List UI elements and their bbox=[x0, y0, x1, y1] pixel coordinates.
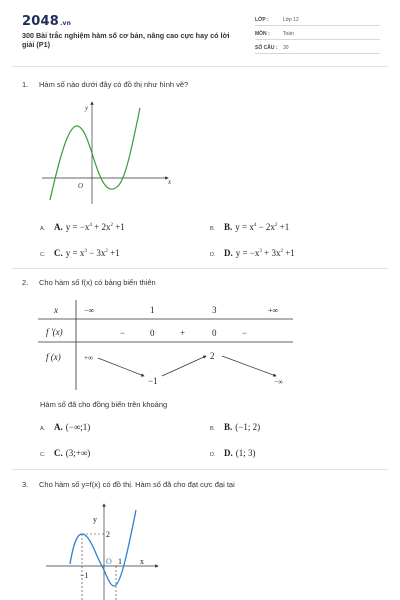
option-b[interactable] bbox=[210, 422, 260, 432]
meta-value: Toán bbox=[283, 31, 294, 37]
option-expression: $y = x^3 - 3x^2 +1$ bbox=[65, 248, 120, 258]
option-bold-letter: C. bbox=[54, 448, 63, 458]
option-letter: B. bbox=[210, 226, 216, 232]
option-expression: $y = x^4 - 2x^2 +1$ bbox=[235, 222, 290, 232]
label-2: 2 bbox=[106, 530, 110, 539]
label-neg1: −1 bbox=[80, 571, 89, 580]
meta-value: 30 bbox=[283, 45, 289, 51]
f-value-min: −1 bbox=[148, 376, 158, 386]
decrease-arrow bbox=[98, 358, 144, 376]
option-bold-letter: A. bbox=[54, 422, 63, 432]
option-expression: (3;+∞) bbox=[65, 448, 91, 458]
row-label-f: f (x) bbox=[46, 352, 61, 362]
x-axis-label: x bbox=[140, 557, 144, 566]
option-c[interactable] bbox=[40, 448, 90, 458]
option-letter: C. bbox=[40, 252, 46, 258]
row-label-x: x bbox=[54, 305, 58, 315]
derivative-sign: − bbox=[120, 328, 126, 338]
origin-label: O bbox=[78, 182, 84, 190]
x-value: −∞ bbox=[84, 306, 95, 315]
meta-key: SỐ CÂU : bbox=[255, 45, 278, 51]
divider bbox=[12, 469, 388, 470]
option-d[interactable] bbox=[210, 448, 256, 458]
option-a[interactable] bbox=[40, 222, 125, 232]
option-letter: C. bbox=[40, 452, 46, 458]
y-axis-label: y bbox=[85, 104, 89, 112]
f-value-start: +∞ bbox=[84, 354, 93, 362]
meta-value: Lớp 12 bbox=[283, 17, 299, 23]
question-text: Hàm số nào dưới đây có đồ thị như hình vẽ? bbox=[39, 80, 189, 89]
question-2 bbox=[22, 278, 382, 290]
option-expression: (1; 3) bbox=[235, 448, 256, 458]
question-followup: Hàm số đã cho đồng biến trên khoảng bbox=[40, 400, 168, 409]
origin-label: O bbox=[106, 557, 112, 566]
divider bbox=[12, 66, 388, 67]
meta-key: MÔN : bbox=[255, 31, 270, 37]
function-curve bbox=[50, 108, 140, 200]
x-axis-label: x bbox=[168, 178, 172, 186]
site-logo[interactable] bbox=[22, 14, 71, 29]
option-letter: D. bbox=[210, 452, 216, 458]
derivative-zero: 0 bbox=[212, 328, 217, 338]
option-letter: A. bbox=[40, 426, 46, 432]
meta-count bbox=[255, 42, 380, 54]
increase-arrow bbox=[162, 356, 206, 376]
question-text: Cho hàm số y=f(x) có đồ thị. Hàm số đã cho đạt cực đại tại bbox=[39, 480, 235, 489]
option-letter: D. bbox=[210, 252, 216, 258]
option-bold-letter: B. bbox=[224, 222, 233, 232]
option-expression: $y = -x^4 + 2x^2 +1$ bbox=[65, 222, 125, 232]
option-bold-letter: C. bbox=[54, 248, 63, 258]
option-bold-letter: D. bbox=[224, 248, 233, 258]
option-letter: A. bbox=[40, 226, 46, 232]
x-value: 3 bbox=[212, 305, 217, 315]
f-value-end: −∞ bbox=[274, 378, 283, 386]
q3-graph bbox=[44, 500, 164, 600]
option-c[interactable] bbox=[40, 248, 120, 258]
option-bold-letter: D. bbox=[224, 448, 233, 458]
question-number: 2. bbox=[22, 278, 29, 287]
x-value: +∞ bbox=[268, 306, 279, 315]
f-value-max: 2 bbox=[210, 351, 215, 361]
variation-table bbox=[38, 298, 298, 394]
option-expression: (−1; 2) bbox=[235, 422, 261, 432]
question-1 bbox=[22, 80, 382, 92]
row-label-fprime: f '(x) bbox=[46, 327, 63, 337]
option-bold-letter: A. bbox=[54, 222, 63, 232]
label-1: 1 bbox=[118, 557, 122, 566]
divider bbox=[12, 268, 388, 269]
derivative-sign: − bbox=[242, 328, 248, 338]
logo-text: 2048 bbox=[22, 14, 59, 29]
y-axis-label: y bbox=[93, 515, 97, 524]
option-bold-letter: B. bbox=[224, 422, 233, 432]
x-value: 1 bbox=[150, 305, 155, 315]
question-3 bbox=[22, 480, 382, 492]
meta-class bbox=[255, 14, 380, 26]
question-text: Cho hàm số f(x) có bảng biến thiên bbox=[39, 278, 156, 287]
q1-graph bbox=[40, 96, 180, 206]
question-number: 3. bbox=[22, 480, 29, 489]
document-title: 300 Bài trắc nghiệm hàm số cơ bản, nâng cao cực hay có lời giải (P1) bbox=[22, 31, 230, 49]
option-b[interactable] bbox=[210, 222, 289, 232]
option-letter: B. bbox=[210, 426, 216, 432]
option-d[interactable] bbox=[210, 248, 295, 258]
option-a[interactable] bbox=[40, 422, 90, 432]
logo-suffix: .vn bbox=[59, 20, 72, 27]
derivative-zero: 0 bbox=[150, 328, 155, 338]
derivative-sign: + bbox=[180, 328, 186, 338]
decrease-arrow bbox=[222, 356, 276, 376]
meta-key: LỚP : bbox=[255, 17, 269, 23]
option-expression: $y = -x^3 + 3x^2 +1$ bbox=[235, 248, 295, 258]
question-number: 1. bbox=[22, 80, 29, 89]
option-expression: (−∞;1) bbox=[65, 422, 91, 432]
meta-subject bbox=[255, 28, 380, 40]
